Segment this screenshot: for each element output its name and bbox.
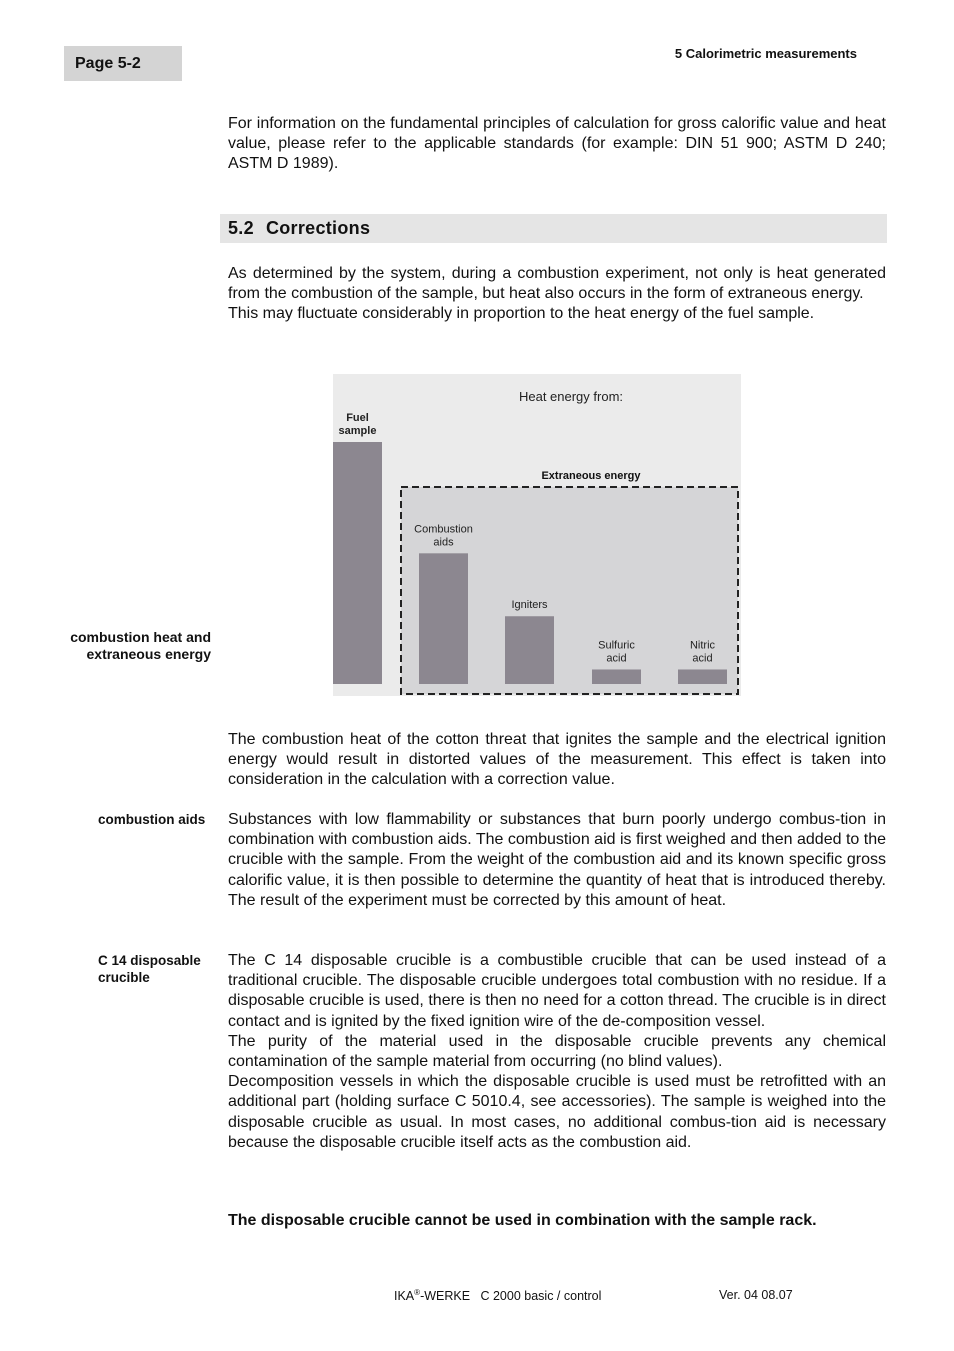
disposable-crucible-margin-note: C 14 disposable crucible (98, 953, 201, 985)
cotton-paragraph: The combustion heat of the cotton threat that ignites the sample and the electrical ignition energy would result in distorted values of the measurement. This effect is taken into consideration in the calculation with a correction value. (228, 731, 886, 789)
crucible-paragraph-3: Decomposition vessels in which the disposable crucible is used must be retrofitted with an additional part (holding surface C 5010.4, see accessories). The sample is weighed into the disposable crucible as usual. In most cases, no additional combus-tion aid is necessary because the disposable crucible itself acts as the combustion aid. (228, 1073, 886, 1151)
bar-combustion-aids (419, 553, 468, 684)
section-number: 5.2 (228, 218, 254, 238)
footer-product (394, 1288, 601, 1303)
bar-fuel-sample (333, 442, 382, 684)
crucible-paragraph-2: The purity of the material used in the disposable crucible prevents any chemical contamination of the sample material from occurring (no blind values). (228, 1032, 886, 1071)
extraneous-energy-label: Extraneous energy (541, 470, 641, 482)
chapter-title: 5 Calorimetric measurements (674, 46, 857, 61)
bar-label-sulfuric-acid-line-2: acid (606, 652, 627, 665)
footer-product-name: C 2000 basic / control (480, 1289, 602, 1304)
bar-label-sulfuric-acid-line-1: Sulfuric (598, 639, 635, 652)
section-title: Corrections (265, 218, 371, 238)
bar-label-combustion-aids-line-1: Combustion (414, 523, 473, 536)
crucible-warning: The disposable crucible cannot be used in combination with the sample rack. (228, 1212, 817, 1229)
bar-sulfuric-acid (592, 669, 641, 684)
bar-label-igniters: Igniters (511, 599, 548, 612)
footer-registered-mark: ® (414, 1288, 421, 1297)
chart-title: Heat energy from: (518, 389, 624, 404)
heat-energy-chart (333, 374, 741, 696)
disposable-crucible-section (228, 951, 886, 1153)
combustion-aids-margin-note: combustion aids (98, 812, 206, 827)
bar-label-nitric-acid-line-2: acid (692, 652, 713, 665)
bar-igniters (505, 616, 554, 684)
footer-company: IKA (394, 1289, 415, 1304)
heat-energy-chart-svg (333, 374, 741, 696)
combustion-aids-paragraph: Substances with low flammability or substances that burn poorly undergo combus-tion in combination with combustion aids. The combustion aid is first weighed and then added to the crucible with the sample. From the weight of the combustion aid and its known specific gross calorific value, it is then possible to determine the quantity of heat that is introduced thereby. The result of the experiment must be corrected by this amount of heat. (228, 811, 886, 909)
intro-paragraph: For information on the fundamental principles of calculation for gross calorific value and heat value, please refer to the applicable standards (for example: DIN 51 900; ASTM D 240; ASTM D 1989). (228, 115, 886, 173)
bar-nitric-acid (678, 669, 727, 684)
section-heading (220, 214, 887, 243)
bar-label-nitric-acid-line-1: Nitric (689, 639, 716, 652)
bar-label-combustion-aids-line-2: aids (433, 536, 454, 549)
bar-label-fuel-sample-line-1: Fuel (346, 412, 369, 424)
crucible-paragraph-1: The C 14 disposable crucible is a combustible crucible that can be used instead of a traditional crucible. The disposable crucible undergoes total combustion with no residue. If a disposable crucible is used, there is then no need for a cotton thread. The crucible is in direct contact and is ignited by the fixed ignition wire of the de-composition vessel. (228, 952, 886, 1030)
footer-version: Ver. 04 08.07 (719, 1288, 793, 1302)
section-paragraph (228, 264, 886, 325)
page-number-label: Page 5-2 (64, 46, 182, 81)
section-paragraph-1b: This may fluctuate considerably in proportion to the heat energy of the fuel sample. (228, 305, 815, 323)
figure-margin-note: combustion heat and extraneous energy (70, 629, 211, 662)
footer-company-suffix: -WERKE (420, 1289, 471, 1304)
bar-label-fuel-sample-line-2: sample (338, 425, 377, 437)
section-paragraph-1: As determined by the system, during a combustion experiment, not only is heat generated from the combustion of the sample, but heat also occurs in the form of extraneous energy. (228, 265, 886, 303)
